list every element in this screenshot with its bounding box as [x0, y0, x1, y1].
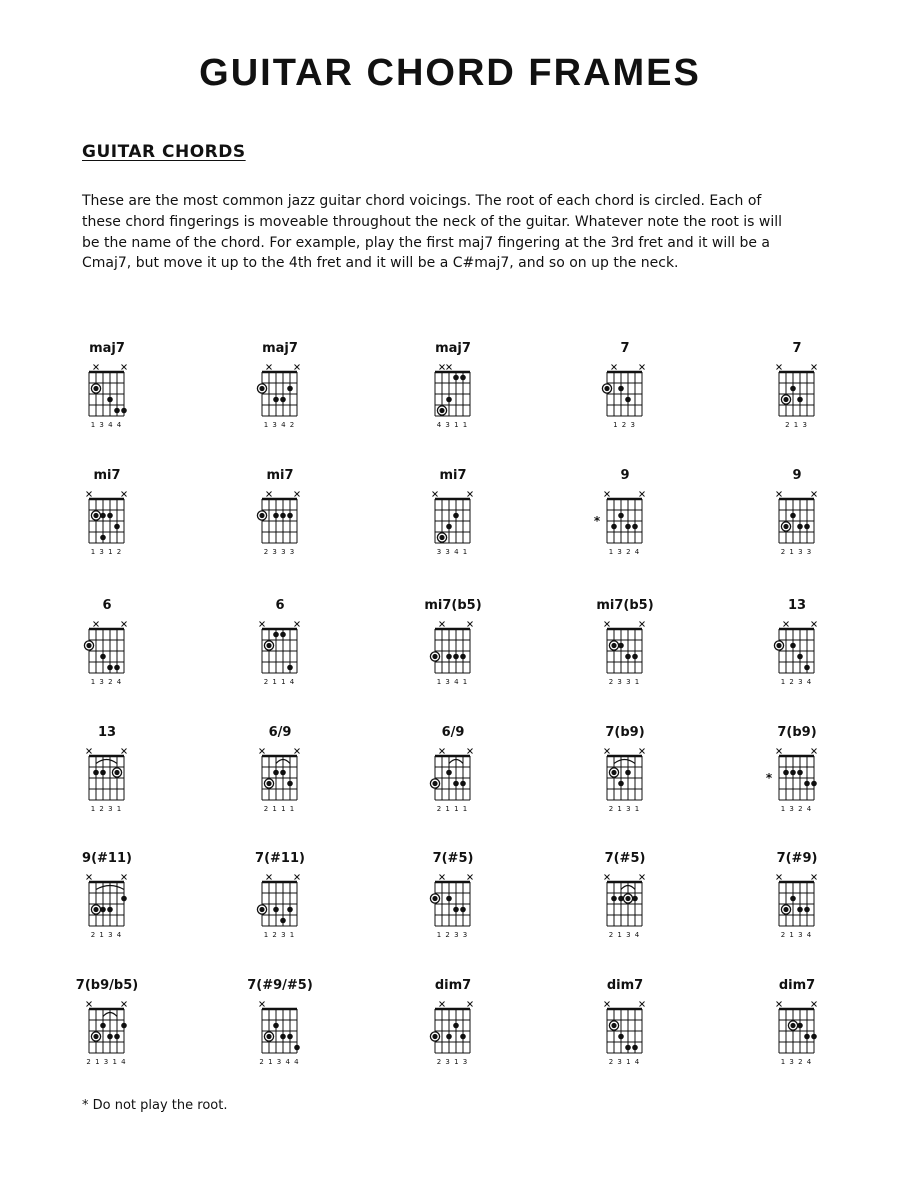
chord-frame: [62, 338, 152, 436]
chord-diagram: [761, 870, 833, 946]
finger-dot: [632, 524, 638, 530]
chord-frame: [235, 975, 325, 1073]
finger-dot: [446, 770, 452, 776]
finger-dot: [790, 386, 796, 392]
fingering-numbers: 2 1 3 1: [608, 805, 641, 813]
finger-dot: [804, 1034, 810, 1040]
finger-dot: [114, 408, 120, 414]
finger-dot: [100, 654, 106, 660]
finger-dot: [273, 1023, 279, 1029]
page-title: GUITAR CHORD FRAMES: [199, 52, 701, 94]
finger-dot: [797, 907, 803, 913]
root-dot: [790, 1023, 795, 1028]
finger-dot: [797, 770, 803, 776]
finger-dot: [618, 1034, 624, 1040]
root-dot: [783, 524, 788, 529]
fingering-numbers: 2 1 3 4: [608, 931, 641, 939]
finger-dot: [611, 896, 617, 902]
finger-dot: [811, 781, 817, 787]
finger-dot: [625, 524, 631, 530]
finger-dot: [618, 643, 624, 649]
finger-dot: [93, 770, 99, 776]
finger-dot: [804, 524, 810, 530]
footnote: * Do not play the root.: [82, 1098, 228, 1113]
root-dot: [93, 1034, 98, 1039]
chord-frame: [580, 848, 670, 946]
chord-diagram: [71, 744, 143, 820]
fingering-numbers: 2 1 3 1 4: [86, 1058, 127, 1066]
fingering-numbers: 1 2 3 4: [780, 678, 813, 686]
finger-dot: [453, 513, 459, 519]
chord-name: 7: [620, 341, 630, 356]
finger-dot: [453, 781, 459, 787]
finger-dot: [790, 896, 796, 902]
fingering-numbers: 2 3 3 1: [608, 678, 641, 686]
root-dot: [783, 907, 788, 912]
fingering-numbers: 2 1 3 4 4: [259, 1058, 300, 1066]
finger-dot: [100, 513, 106, 519]
finger-dot: [287, 386, 293, 392]
finger-dot: [107, 907, 113, 913]
fingering-numbers: 2 1 3 4: [90, 931, 123, 939]
finger-dot: [446, 1034, 452, 1040]
chord-frame: [235, 465, 325, 563]
finger-dot: [790, 770, 796, 776]
chord-name: maj7: [262, 341, 298, 356]
finger-dot: [107, 1034, 113, 1040]
finger-dot: [804, 665, 810, 671]
fingering-numbers: 2 3 1 4: [608, 1058, 641, 1066]
finger-dot: [611, 524, 617, 530]
no-root-asterisk: *: [765, 771, 773, 785]
chord-frame: [580, 595, 670, 693]
no-root-asterisk: *: [593, 514, 601, 528]
chord-frame: [408, 465, 498, 563]
chord-name: mi7: [266, 468, 294, 483]
finger-dot: [632, 1045, 638, 1051]
finger-dot: [783, 770, 789, 776]
finger-dot: [618, 386, 624, 392]
chord-diagram: [417, 870, 489, 946]
finger-dot: [287, 665, 293, 671]
finger-dot: [287, 907, 293, 913]
chord-frame: [752, 975, 842, 1073]
chord-diagram: [761, 487, 833, 563]
chord-frame: [235, 722, 325, 820]
chord-name: 7: [792, 341, 802, 356]
chord-name: 7(#11): [255, 851, 305, 866]
root-dot: [86, 643, 91, 648]
finger-dot: [811, 1034, 817, 1040]
chord-frame: [580, 975, 670, 1073]
root-dot: [114, 770, 119, 775]
fingering-numbers: 2 1 3 3: [780, 548, 813, 556]
chord-name: dim7: [434, 978, 472, 993]
finger-dot: [625, 654, 631, 660]
finger-dot: [625, 397, 631, 403]
finger-dot: [632, 896, 638, 902]
chord-diagram: [589, 997, 661, 1073]
chord-diagram: [417, 487, 489, 563]
root-dot: [266, 781, 271, 786]
chord-name: 7(b9): [605, 725, 645, 740]
fingering-numbers: 2 3 1 3: [436, 1058, 469, 1066]
chord-name: 6: [102, 598, 112, 613]
chord-name: 6/9: [441, 725, 465, 740]
chord-frame: [752, 338, 842, 436]
fingering-numbers: 1 2 3 1: [263, 931, 296, 939]
chord-frame: [235, 595, 325, 693]
chord-frame: [752, 722, 842, 820]
finger-dot: [804, 907, 810, 913]
fingering-numbers: 1 3 2 4: [608, 548, 641, 556]
chord-frame: [580, 722, 670, 820]
chord-diagram: [71, 997, 143, 1073]
finger-dot: [280, 513, 286, 519]
finger-dot: [114, 1034, 120, 1040]
chord-frame: [408, 722, 498, 820]
finger-dot: [460, 375, 466, 381]
fingering-numbers: 1 3 2 4: [780, 1058, 813, 1066]
fingering-numbers: 2 1 3 4: [780, 931, 813, 939]
fingering-numbers: 1 2 3 3: [436, 931, 469, 939]
chord-name: 9(#11): [82, 851, 132, 866]
barre-arc: [96, 760, 117, 764]
chord-frame: [408, 975, 498, 1073]
finger-dot: [121, 1023, 127, 1029]
finger-dot: [280, 918, 286, 924]
finger-dot: [273, 770, 279, 776]
root-dot: [259, 907, 264, 912]
finger-dot: [460, 781, 466, 787]
finger-dot: [287, 513, 293, 519]
chord-name: 7(#5): [604, 851, 646, 866]
chord-diagram: [244, 360, 316, 436]
finger-dot: [453, 1023, 459, 1029]
finger-dot: [280, 770, 286, 776]
chord-diagram: [417, 617, 489, 693]
root-dot: [93, 513, 98, 518]
finger-dot: [107, 513, 113, 519]
finger-dot: [107, 665, 113, 671]
finger-dot: [273, 632, 279, 638]
chord-name: 6: [275, 598, 285, 613]
finger-dot: [280, 397, 286, 403]
finger-dot: [790, 513, 796, 519]
chord-frame: [408, 848, 498, 946]
fingering-numbers: 2 1 1 4: [263, 678, 296, 686]
finger-dot: [625, 770, 631, 776]
fingering-numbers: 2 1 3: [785, 421, 808, 429]
root-dot: [439, 535, 444, 540]
chord-diagram: [417, 360, 489, 436]
finger-dot: [114, 665, 120, 671]
chord-name: 9: [792, 468, 802, 483]
chord-frame: [408, 338, 498, 436]
chord-name: maj7: [435, 341, 471, 356]
finger-dot: [121, 408, 127, 414]
chord-name: 7(#9): [776, 851, 818, 866]
finger-dot: [453, 907, 459, 913]
chord-diagram: [589, 744, 661, 820]
root-dot: [259, 513, 264, 518]
root-dot: [266, 1034, 271, 1039]
finger-dot: [453, 654, 459, 660]
root-dot: [611, 770, 616, 775]
chord-name: dim7: [606, 978, 644, 993]
fingering-numbers: 1 3 2 4: [780, 805, 813, 813]
fingering-numbers: 1 3 2 4: [90, 678, 123, 686]
root-dot: [604, 386, 609, 391]
root-dot: [611, 1023, 616, 1028]
root-dot: [93, 386, 98, 391]
chord-name: mi7: [439, 468, 467, 483]
chord-frame: [235, 338, 325, 436]
fingering-numbers: 3 3 4 1: [436, 548, 469, 556]
fingering-numbers: 1 3 4 1: [436, 678, 469, 686]
finger-dot: [453, 375, 459, 381]
finger-dot: [618, 781, 624, 787]
finger-dot: [446, 654, 452, 660]
chord-name: 7(#5): [432, 851, 474, 866]
chord-frame: [752, 848, 842, 946]
chord-diagram: [761, 744, 833, 820]
root-dot: [259, 386, 264, 391]
finger-dot: [446, 896, 452, 902]
fingering-numbers: 1 3 1 2: [90, 548, 123, 556]
root-dot: [783, 397, 788, 402]
finger-dot: [273, 907, 279, 913]
finger-dot: [280, 632, 286, 638]
root-dot: [432, 896, 437, 901]
root-dot: [266, 643, 271, 648]
chord-frame: [752, 465, 842, 563]
finger-dot: [100, 535, 106, 541]
root-dot: [432, 1034, 437, 1039]
chord-diagram: [761, 360, 833, 436]
fingering-numbers: 2 3 3 3: [263, 548, 296, 556]
fingering-numbers: 2 1 1 1: [436, 805, 469, 813]
root-dot: [432, 781, 437, 786]
chord-name: 13: [97, 725, 117, 740]
chord-name: 7(#9/#5): [247, 978, 313, 993]
chord-diagram: [244, 617, 316, 693]
chord-frame: [580, 338, 670, 436]
chord-diagram: [244, 997, 316, 1073]
chord-name: 7(b9): [777, 725, 817, 740]
chord-diagram: [417, 744, 489, 820]
root-dot: [439, 408, 444, 413]
section-heading: GUITAR CHORDS: [82, 142, 246, 162]
barre-arc: [614, 760, 635, 764]
finger-dot: [625, 1045, 631, 1051]
chord-diagram: [589, 870, 661, 946]
chord-diagram: [71, 870, 143, 946]
finger-dot: [100, 907, 106, 913]
chord-diagram: [71, 487, 143, 563]
chord-name: dim7: [778, 978, 816, 993]
fingering-numbers: 1 3 4 2: [263, 421, 296, 429]
root-dot: [611, 643, 616, 648]
chord-frame: [62, 975, 152, 1073]
finger-dot: [114, 524, 120, 530]
root-dot: [432, 654, 437, 659]
chord-frame: [235, 848, 325, 946]
finger-dot: [446, 524, 452, 530]
root-dot: [776, 643, 781, 648]
chord-diagram: [589, 487, 661, 563]
finger-dot: [287, 1034, 293, 1040]
root-dot: [625, 896, 630, 901]
finger-dot: [100, 1023, 106, 1029]
finger-dot: [804, 781, 810, 787]
finger-dot: [797, 524, 803, 530]
finger-dot: [632, 654, 638, 660]
chord-diagram: [71, 360, 143, 436]
finger-dot: [797, 1023, 803, 1029]
fingering-numbers: 1 2 3: [613, 421, 636, 429]
chord-name: maj7: [89, 341, 125, 356]
chord-name: 13: [787, 598, 807, 613]
chord-name: 7(b9/b5): [75, 978, 139, 993]
chord-diagram: [71, 617, 143, 693]
chord-name: mi7(b5): [596, 598, 654, 613]
chord-name: mi7: [93, 468, 121, 483]
finger-dot: [460, 654, 466, 660]
finger-dot: [460, 1034, 466, 1040]
chord-frame: [408, 595, 498, 693]
finger-dot: [287, 781, 293, 787]
finger-dot: [273, 397, 279, 403]
fingering-numbers: 2 1 1 1: [263, 805, 296, 813]
finger-dot: [100, 770, 106, 776]
chord-name: mi7(b5): [424, 598, 482, 613]
chord-diagram: [244, 487, 316, 563]
finger-dot: [618, 513, 624, 519]
chord-name: 6/9: [268, 725, 292, 740]
chord-frame: [62, 848, 152, 946]
finger-dot: [107, 397, 113, 403]
chord-name: 9: [620, 468, 630, 483]
finger-dot: [446, 397, 452, 403]
finger-dot: [294, 1045, 300, 1051]
chord-diagram: [589, 617, 661, 693]
root-dot: [93, 907, 98, 912]
finger-dot: [460, 907, 466, 913]
chord-diagram: [761, 617, 833, 693]
chord-diagram: [244, 744, 316, 820]
chord-frame: [62, 595, 152, 693]
fingering-numbers: 1 2 3 1: [90, 805, 123, 813]
intro-paragraph: These are the most common jazz guitar chord voicings. The root of each chord is circled. Each of these chord fingerings is moveable throughout the neck of the guitar. Whatever note the root is will be the name of the chord. For example, play the first maj7 fingering at the 3rd fret and it will be a Cmaj7, but move it up to the 4th fret and it will be a C#maj7, and so on up the neck.: [82, 193, 783, 272]
finger-dot: [797, 654, 803, 660]
chord-frame: [752, 595, 842, 693]
fingering-numbers: 4 3 1 1: [436, 421, 469, 429]
fingering-numbers: 1 3 4 4: [90, 421, 123, 429]
finger-dot: [121, 896, 127, 902]
chord-frame: [580, 465, 670, 563]
chord-frame: [62, 465, 152, 563]
chord-diagram: [589, 360, 661, 436]
chord-diagram: [417, 997, 489, 1073]
finger-dot: [790, 643, 796, 649]
finger-dot: [280, 1034, 286, 1040]
chord-diagram: [244, 870, 316, 946]
chord-diagram: [761, 997, 833, 1073]
finger-dot: [273, 513, 279, 519]
finger-dot: [797, 397, 803, 403]
chord-frame: [62, 722, 152, 820]
